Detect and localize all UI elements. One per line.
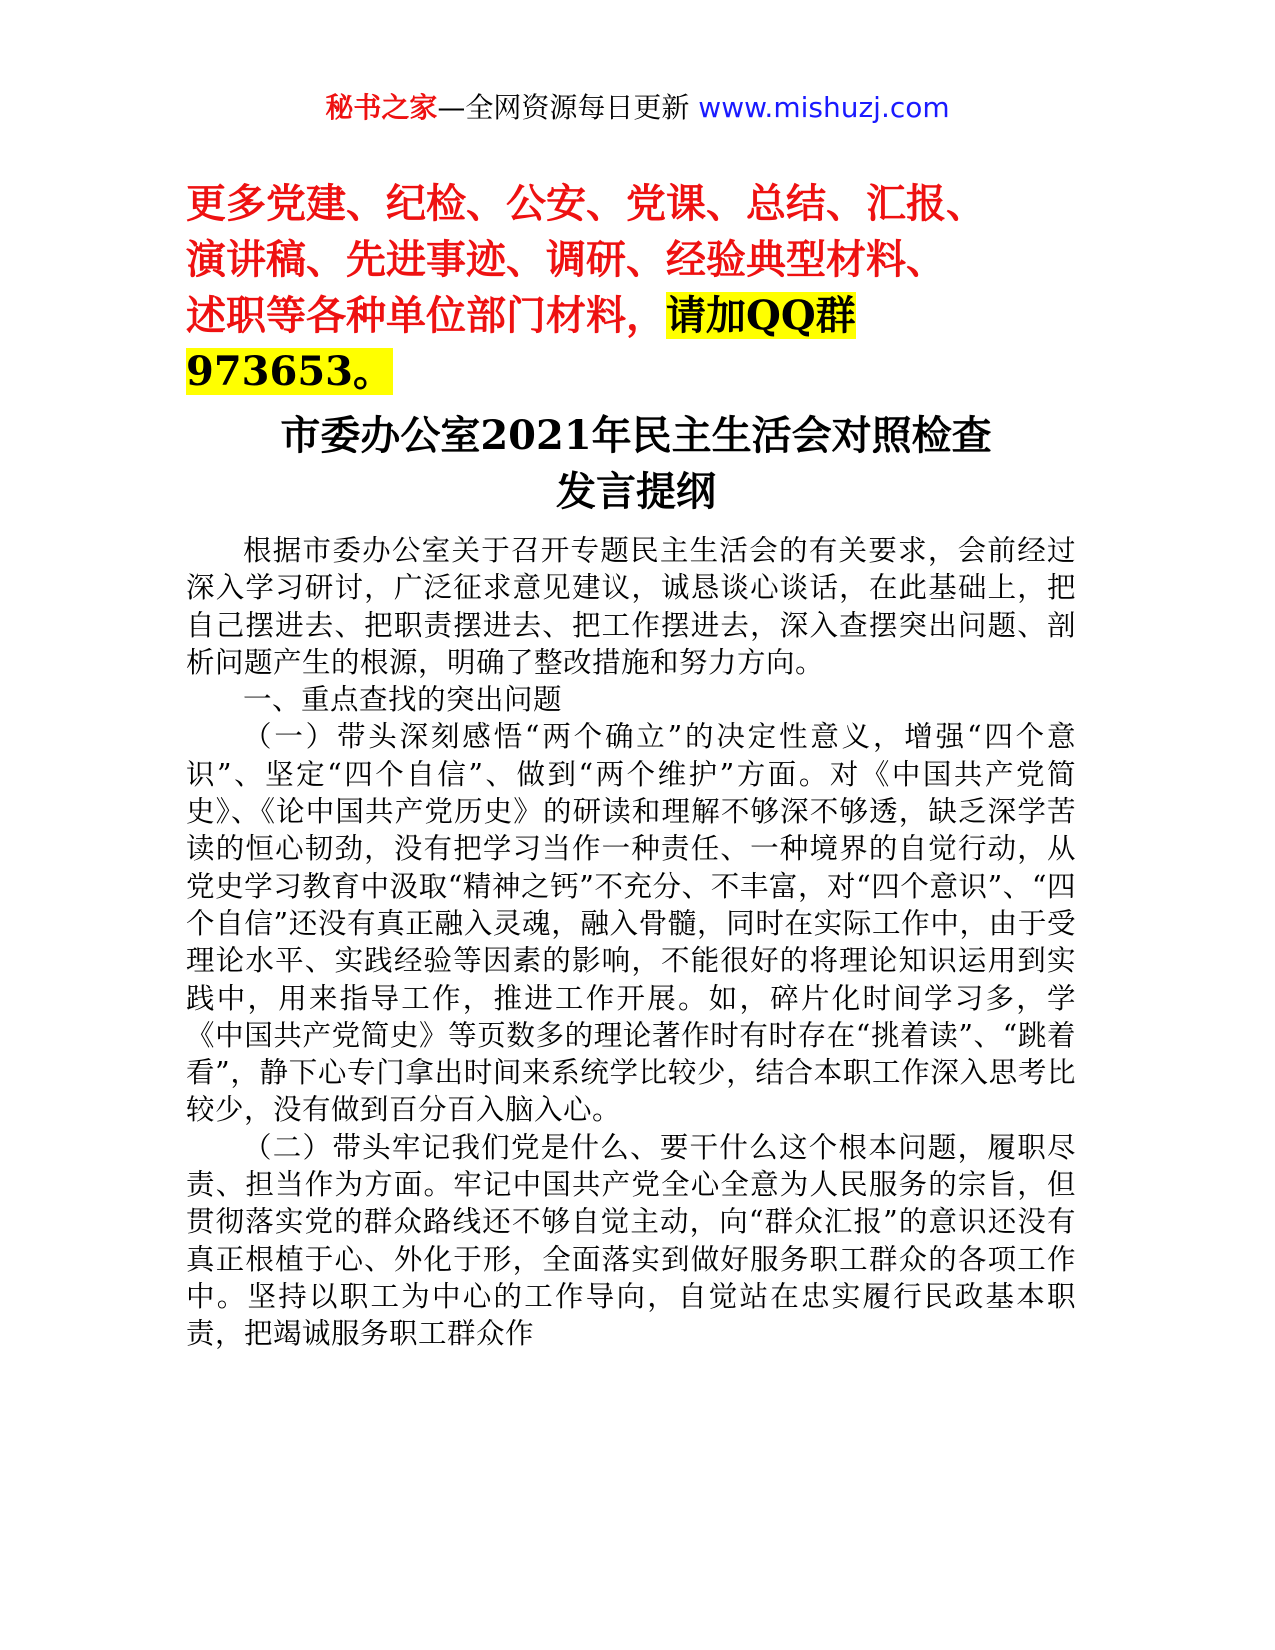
title-line: 市委办公室2021年民主生活会对照检查 — [280, 412, 992, 459]
site-tagline: —全网资源每日更新 — [437, 91, 690, 124]
promo-banner — [186, 176, 1086, 400]
promo-line — [186, 344, 1086, 400]
qq-group-number: 973653。 — [186, 348, 393, 395]
promo-line: 更多党建、纪检、公安、党课、总结、汇报、 — [186, 180, 986, 227]
intro-paragraph: 根据市委办公室关于召开专题民主生活会的有关要求，会前经过深入学习研讨，广泛征求意见建议，诚恳谈心谈话，在此基础上，把自己摆进去、把职责摆进去、把工作摆进去，深入查摆突出问题、剖析问题产生的根源，明确了整改措施和努力方向。 — [186, 534, 1076, 679]
site-url-link[interactable]: www.mishuzj.com — [698, 91, 950, 124]
promo-line: 演讲稿、先进事迹、调研、经验典型材料、 — [186, 236, 946, 283]
promo-line — [186, 288, 1086, 344]
body-paragraph: （二）带头牢记我们党是什么、要干什么这个根本问题，履职尽责、担当作为方面。牢记中国共产党全心全意为人民服务的宗旨，但贯彻落实党的群众路线还不够自觉主动，向“群众汇报”的意识还没有真正根植于心、外化于形，全面落实到做好服务职工群众的各项工作中。坚持以职工为中心的工作导向，自觉站在忠实履行民政基本职责，把竭诚服务职工群众作 — [186, 1130, 1076, 1351]
title-line: 发言提纲 — [556, 468, 716, 515]
document-title — [186, 408, 1086, 520]
site-header — [0, 88, 1275, 128]
section-heading: 一、重点查找的突出问题 — [243, 683, 563, 717]
qq-group-highlight: 请加QQ群 — [666, 292, 856, 339]
promo-text: 述职等各种单位部门材料， — [186, 292, 666, 339]
site-brand: 秘书之家 — [325, 91, 438, 124]
document-body — [186, 532, 1076, 1353]
body-paragraph: （一）带头深刻感悟“两个确立”的决定性意义，增强“四个意识”、坚定“四个自信”、做到“两个维护”方面。对《中国共产党简史》、《论中国共产党历史》的研读和理解不够深不够透，缺乏深学苦读的恒心韧劲，没有把学习当作一种责任、一种境界的自觉行动，从党史学习教育中汲取“精神之钙”不充分、不丰富，对“四个意识”、“四个自信”还没有真正融入灵魂，融入骨髓，同时在实际工作中，由于受理论水平、实践经验等因素的影响，不能很好的将理论知识运用到实践中，用来指导工作，推进工作开展。如，碎片化时间学习多，学《中国共产党简史》等页数多的理论著作时有时存在“挑着读”、“跳着看”，静下心专门拿出时间来系统学比较少，结合本职工作深入思考比较少，没有做到百分百入脑入心。 — [186, 720, 1076, 1127]
